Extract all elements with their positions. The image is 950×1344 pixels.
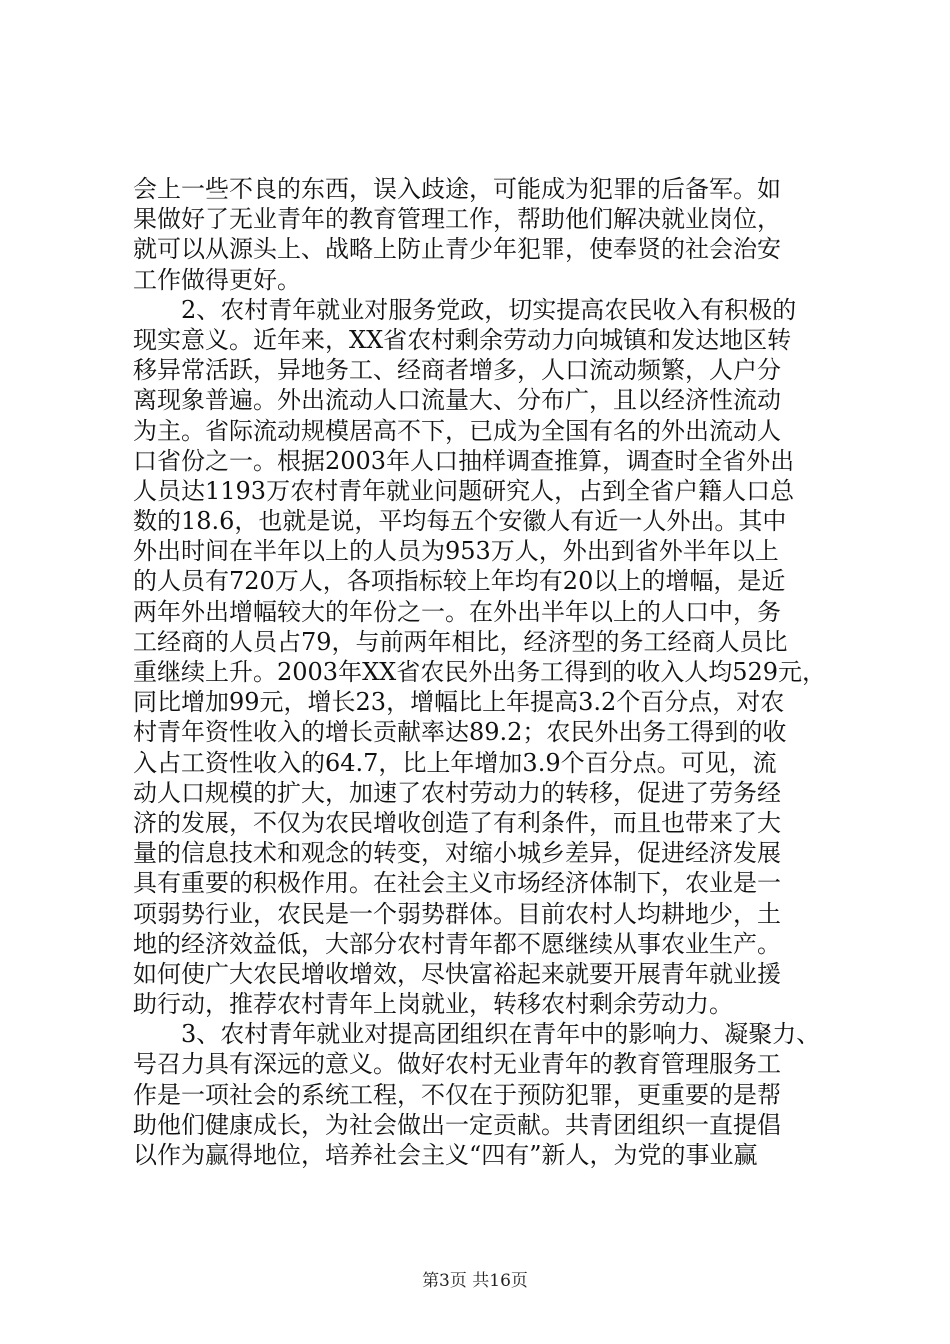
- text-line: 果做好了无业青年的教育管理工作，帮助他们解决就业岗位，: [133, 205, 781, 234]
- text-line: 口省份之一。根据2003年人口抽样调查推算，调查时全省外出: [133, 446, 795, 475]
- text-line: 外出时间在半年以上的人员为953万人，外出到省外半年以上: [133, 537, 779, 566]
- text-line: 动人口规模的扩大，加速了农村劳动力的转移，促进了劳务经: [133, 778, 781, 807]
- text-line: 工经商的人员占79，与前两年相比，经济型的务工经商人员比: [133, 627, 788, 656]
- text-line: 人员达1193万农村青年就业问题研究人，占到全省户籍人口总: [133, 476, 795, 505]
- text-line: 离现象普遍。外出流动人口流量大、分布广，且以经济性流动: [133, 386, 781, 415]
- text-line: 为主。省际流动规模居高不下，已成为全国有名的外出流动人: [133, 416, 781, 445]
- text-line: 助他们健康成长，为社会做出一定贡献。共青团组织一直提倡: [133, 1110, 781, 1139]
- text-line: 号召力具有深远的意义。做好农村无业青年的教育管理服务工: [133, 1050, 781, 1079]
- text-line: 入占工资性收入的64.7，比上年增加3.9个百分点。可见，流: [133, 748, 777, 777]
- text-line: 两年外出增幅较大的年份之一。在外出半年以上的人口中，务: [133, 597, 781, 626]
- text-line: 数的18.6，也就是说，平均每五个安徽人有近一人外出。其中: [133, 507, 787, 536]
- text-line: 现实意义。近年来，XX省农村剩余劳动力向城镇和发达地区转: [133, 325, 792, 354]
- text-line: 具有重要的积极作用。在社会主义市场经济体制下，农业是一: [133, 869, 781, 898]
- text-line: 3、农村青年就业对提高团组织在青年中的影响力、凝聚力、: [133, 1020, 821, 1049]
- text-line: 项弱势行业，农民是一个弱势群体。目前农村人均耕地少，土: [133, 899, 781, 928]
- text-line: 以作为赢得地位，培养社会主义“四有”新人，为党的事业赢: [133, 1141, 758, 1169]
- text-line: 就可以从源头上、战略上防止青少年犯罪，使奉贤的社会治安: [133, 235, 781, 264]
- body-text: [133, 174, 833, 1170]
- text-line: 重继续上升。2003年XX省农民外出务工得到的收入人均529元，: [133, 658, 827, 686]
- text-line: 作是一项社会的系统工程，不仅在于预防犯罪，更重要的是帮: [133, 1080, 781, 1109]
- text-line: 村青年资性收入的增长贡献率达89.2；农民外出务工得到的收: [133, 718, 787, 747]
- text-line: 2、农村青年就业对服务党政，切实提高农民收入有积极的: [133, 295, 797, 324]
- text-line: 工作做得更好。: [133, 265, 301, 294]
- text-line: 助行动，推荐农村青年上岗就业，转移农村剩余劳动力。: [133, 990, 733, 1019]
- page-footer: 第3页 共16页: [422, 1271, 528, 1291]
- text-line: 会上一些不良的东西，误入歧途，可能成为犯罪的后备军。如: [133, 175, 781, 203]
- text-line: 如何使广大农民增收增效，尽快富裕起来就要开展青年就业援: [133, 959, 781, 988]
- text-line: 的人员有720万人，各项指标较上年均有20以上的增幅，是近: [133, 567, 786, 596]
- text-line: 量的信息技术和观念的转变，对缩小城乡差异，促进经济发展: [133, 839, 781, 868]
- text-line: 济的发展，不仅为农民增收创造了有利条件，而且也带来了大: [133, 808, 781, 837]
- text-line: 同比增加99元，增长23，增幅比上年提高3.2个百分点，对农: [133, 688, 785, 717]
- text-line: 地的经济效益低，大部分农村青年都不愿继续从事农业生产。: [133, 929, 781, 958]
- text-line: 移异常活跃，异地务工、经商者增多，人口流动频繁，人户分: [133, 356, 781, 385]
